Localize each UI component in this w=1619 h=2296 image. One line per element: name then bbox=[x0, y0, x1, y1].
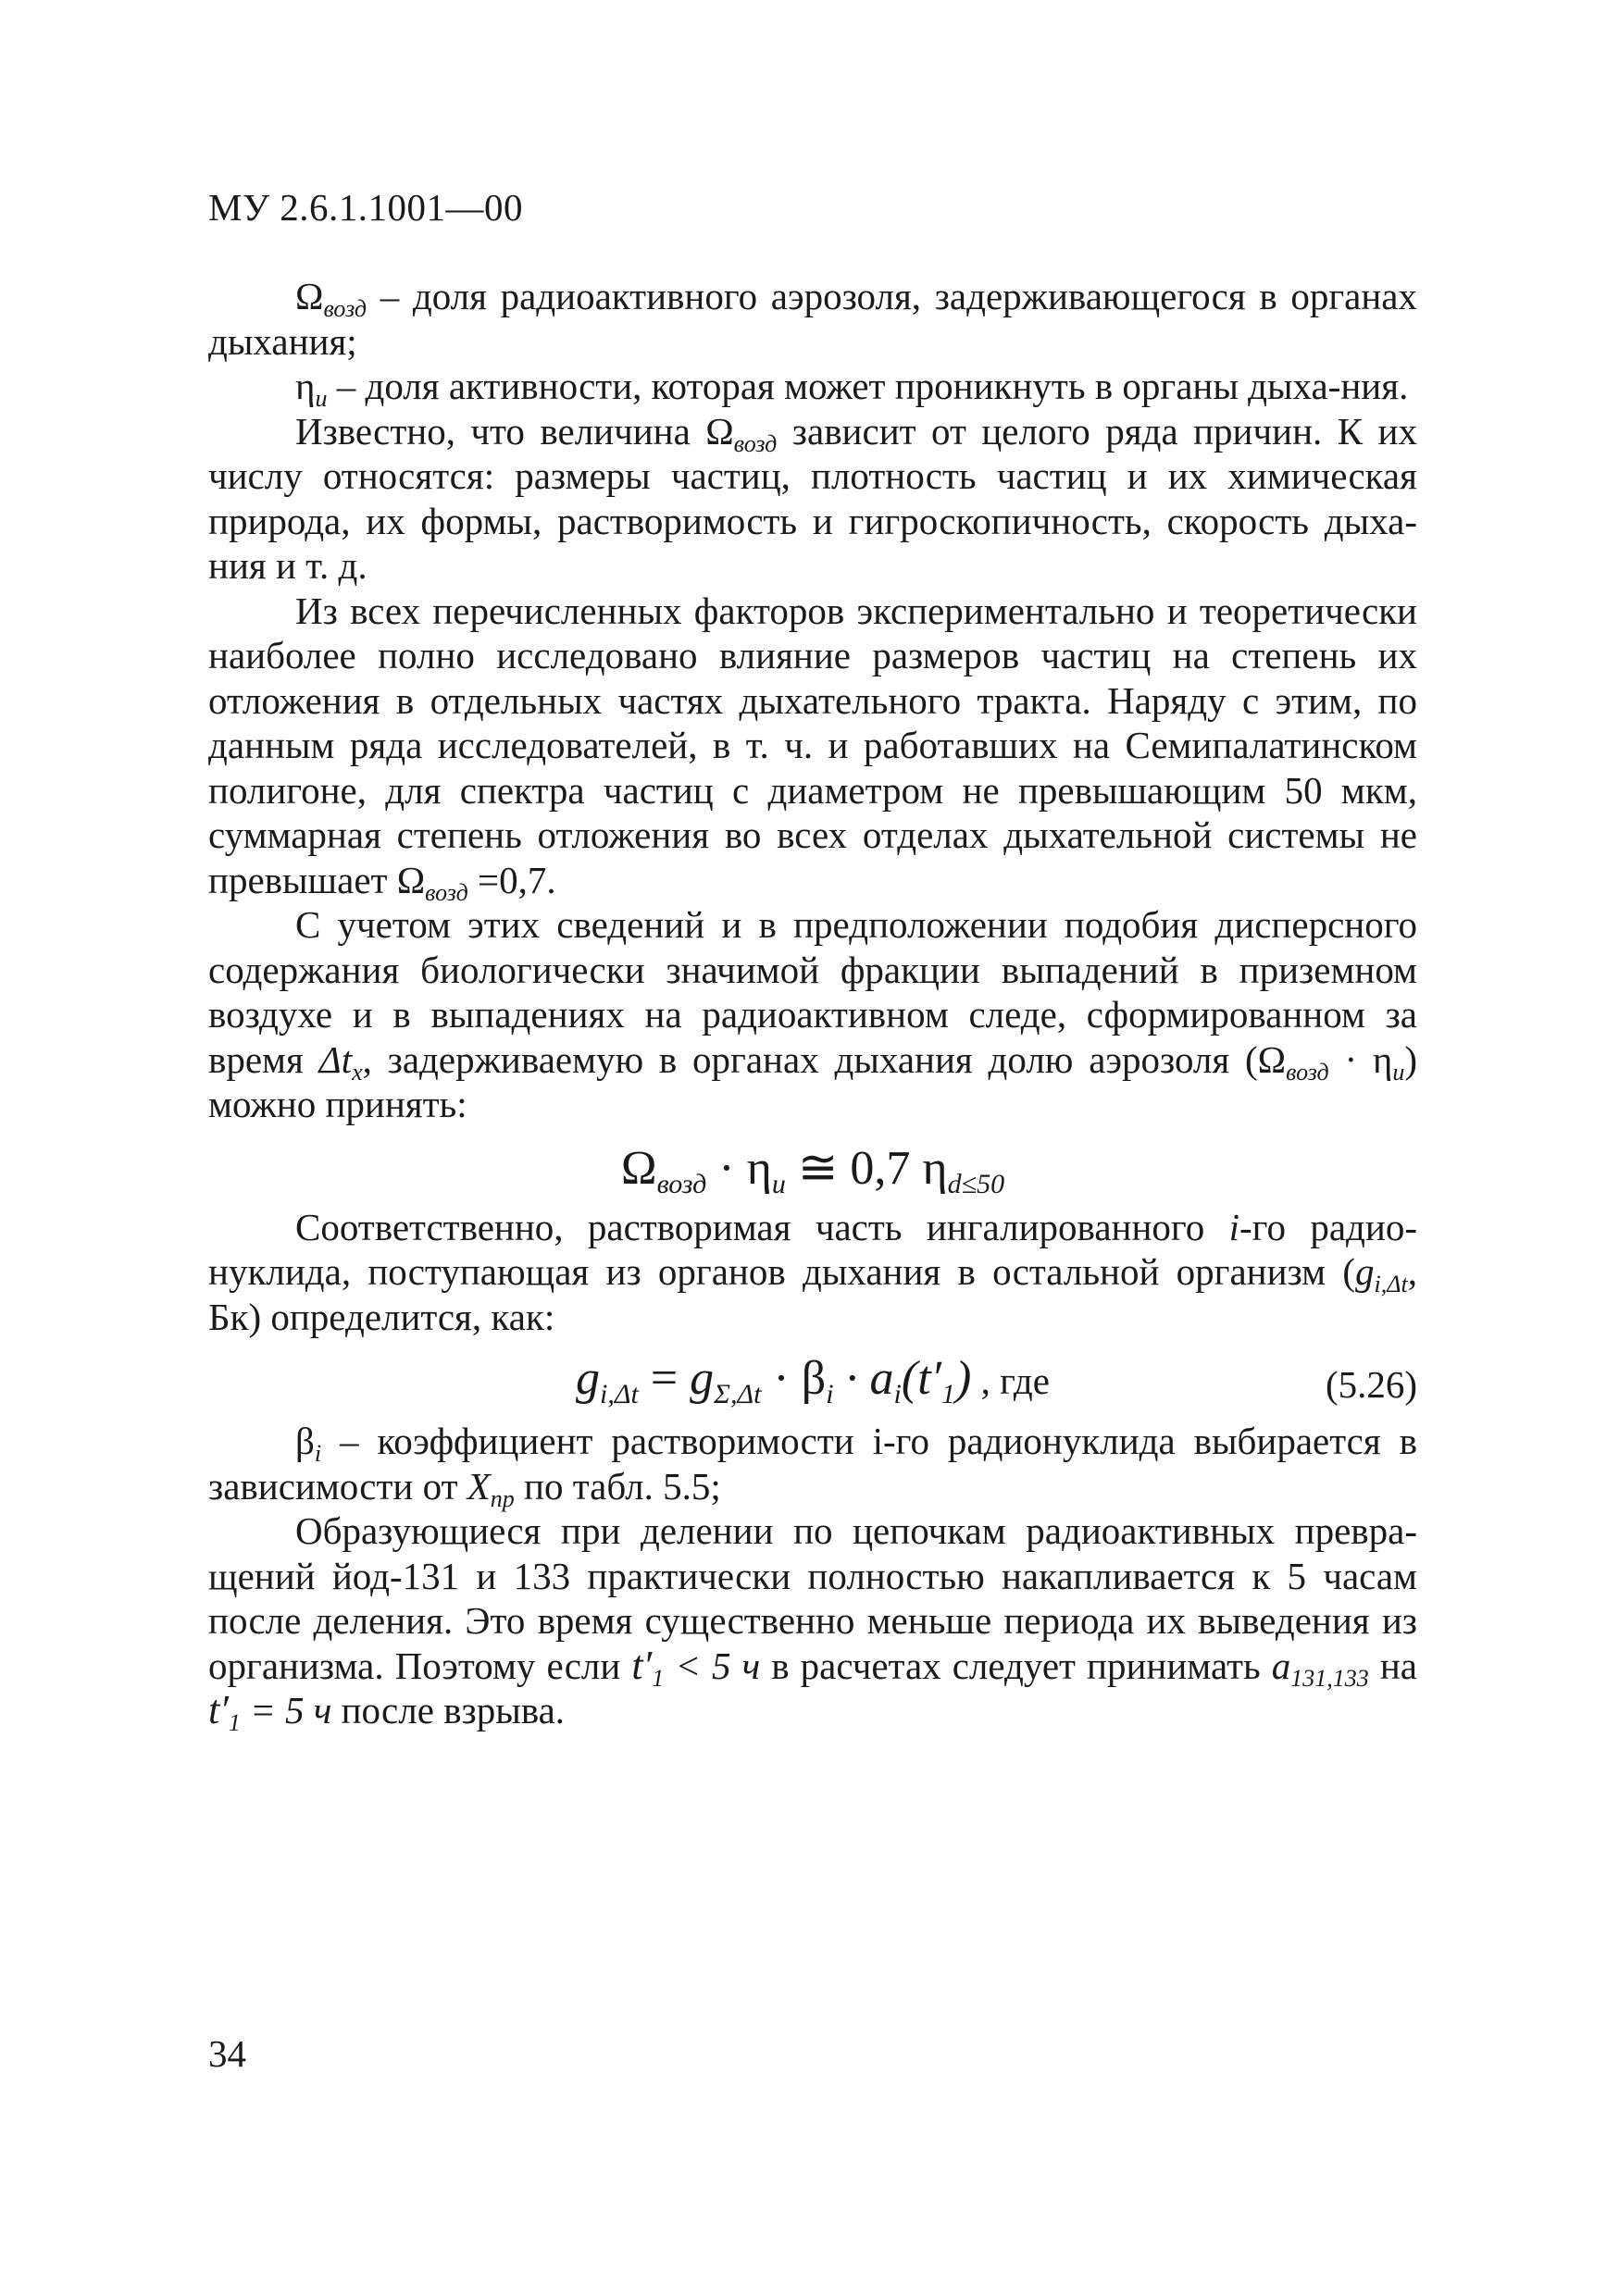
eta-symbol: η bbox=[922, 1141, 948, 1195]
omega-subscript: возд bbox=[656, 1168, 707, 1199]
close-paren: ) bbox=[955, 1352, 972, 1405]
g-symbol: g bbox=[1355, 1250, 1375, 1293]
omega-symbol: Ω bbox=[396, 858, 426, 901]
eta-subscript: u bbox=[315, 385, 328, 412]
x-subscript: пр bbox=[490, 1484, 515, 1512]
t-prime-symbol: t′ bbox=[208, 1687, 229, 1732]
definition-omega bbox=[208, 274, 1417, 364]
para3-mid: , задерживаемую в органах дыхания долю аэрозоля ( bbox=[362, 1037, 1258, 1081]
para5-post: по табл. 5.5; bbox=[514, 1464, 721, 1508]
para4-mid: -го радио-нуклида, поступающая из органов дыхания в остальной организм ( bbox=[208, 1205, 1418, 1293]
omega-subscript: возд bbox=[733, 429, 778, 457]
t-subscript: 1 bbox=[228, 1709, 241, 1736]
index-i: i bbox=[1228, 1205, 1240, 1248]
a-subscript: 131,133 bbox=[1290, 1664, 1369, 1692]
omega-symbol: Ω bbox=[1257, 1037, 1287, 1081]
para4-pre: Соответственно, растворимая часть ингалированного bbox=[295, 1205, 1229, 1248]
g-subscript: i,Δt bbox=[600, 1379, 639, 1409]
where-label: , где bbox=[971, 1359, 1050, 1402]
t-prime-arg: (t′ bbox=[901, 1352, 942, 1405]
page-number: 34 bbox=[208, 2032, 246, 2075]
dot-operator: · bbox=[706, 1141, 747, 1195]
omega-symbol: Ω bbox=[620, 1141, 657, 1195]
eta-subscript: u bbox=[771, 1168, 786, 1199]
g-sum-symbol: g bbox=[690, 1352, 715, 1405]
paragraph-omega-dependence bbox=[208, 409, 1417, 589]
eta-symbol: η bbox=[1372, 1037, 1393, 1081]
paragraph-soluble-part bbox=[208, 1205, 1417, 1340]
formula-5-26 bbox=[208, 1350, 1417, 1409]
t-subscript: 1 bbox=[652, 1664, 665, 1692]
omega-subscript: возд bbox=[323, 295, 367, 322]
g-sum-subscript: Σ,Δt bbox=[714, 1379, 762, 1409]
para2-pre: Из всех перечисленных факторов экспериментально и теоретически наиболее полно исследовано влияние размеров частиц на степень их отложения в отдельных частях дыхательного тракта. Наряду с этим, по данным ряда исследователей, в т. ч. и работавших на Семипалатинском полигоне, для спектра частиц с диаметром не превышающим 50 мкм, суммарная степень отложения во всех отделах дыхательной системы не превышает bbox=[208, 589, 1417, 901]
para2-post: =0,7. bbox=[467, 858, 556, 901]
para6-mid: в расчетах следует принимать bbox=[760, 1644, 1272, 1687]
para1-pre: Известно, что величина bbox=[295, 409, 706, 453]
a-symbol: · a bbox=[833, 1352, 894, 1405]
definition-eta-text: – доля активности, которая может проникнуть в органы дыха-ния. bbox=[327, 365, 1409, 407]
para6-text: Образующиеся при делении по цепочкам радиоактивных превра-щений йод-131 и 133 практически полностью накапливается к 5 часам после деления. Это время существенно меньше периода их выведения из организма. Поэтому если bbox=[208, 1509, 1417, 1687]
para3-pre: С учетом этих сведений и в предположении подобия дисперсного содержания биологически значимой фракции выпадений в приземном воздухе и в выпадениях на радиоактивном следе, сформированном за время bbox=[208, 903, 1417, 1081]
delta-t-subscript: x bbox=[352, 1058, 363, 1086]
t-subscript: 1 bbox=[941, 1379, 956, 1409]
para6-post: после взрыва. bbox=[331, 1689, 566, 1731]
a-symbol: a bbox=[1271, 1644, 1291, 1687]
omega-symbol: Ω bbox=[705, 409, 734, 453]
paragraph-iodine bbox=[208, 1508, 1417, 1736]
omega-subscript: возд bbox=[425, 878, 468, 906]
paragraph-beta bbox=[208, 1419, 1417, 1512]
para3-post: ) можно принять: bbox=[208, 1037, 1417, 1125]
eta-symbol: η bbox=[295, 365, 316, 407]
x-symbol: X bbox=[467, 1464, 491, 1508]
beta-symbol: · β bbox=[761, 1352, 827, 1405]
g-symbol: g bbox=[576, 1352, 601, 1405]
equation-number: (5.26) bbox=[1325, 1363, 1417, 1406]
para4-post: , Бк) определится, как: bbox=[208, 1250, 1417, 1338]
omega-symbol: Ω bbox=[295, 275, 324, 317]
equals-sign: = bbox=[638, 1352, 691, 1405]
a-subscript: i bbox=[893, 1379, 902, 1409]
para5-text: – коэффициент растворимости i-го радионуклида выбирается в зависимости от bbox=[208, 1420, 1417, 1508]
beta-subscript: i bbox=[826, 1379, 834, 1409]
time-condition: < 5 ч bbox=[664, 1644, 761, 1687]
eta-d-subscript: d≤50 bbox=[947, 1168, 1005, 1199]
definition-omega-text: – доля радиоактивного аэрозоля, задерживающегося в органах дыхания; bbox=[208, 275, 1417, 363]
t-prime-symbol: t′ bbox=[631, 1642, 653, 1688]
eta-symbol: η bbox=[746, 1141, 772, 1195]
para1-post: зависит от целого ряда причин. К их числу относятся: размеры частиц, плотность частиц и их химическая природа, их формы, растворимость и гигроскопичность, скорость дыха-ния и т. д. bbox=[208, 409, 1417, 587]
g-subscript: i,Δt bbox=[1374, 1271, 1408, 1297]
page-body bbox=[208, 274, 1418, 1736]
paragraph-assumption bbox=[208, 902, 1417, 1127]
approx-value: ≅ 0,7 bbox=[785, 1141, 923, 1195]
para6-line2-pre: на bbox=[1368, 1644, 1417, 1687]
omega-subscript: возд bbox=[1286, 1058, 1329, 1086]
formula-omega-eta bbox=[208, 1140, 1417, 1198]
document-code-header: МУ 2.6.1.1001—00 bbox=[208, 186, 523, 229]
dot-operator: · bbox=[1328, 1037, 1373, 1081]
time-value: = 5 ч bbox=[240, 1689, 332, 1731]
delta-t: Δt bbox=[318, 1037, 353, 1081]
beta-subscript: i bbox=[314, 1440, 322, 1467]
beta-symbol: β bbox=[295, 1420, 315, 1462]
paragraph-factors bbox=[208, 589, 1417, 906]
eta-subscript: u bbox=[1392, 1058, 1405, 1086]
definition-eta bbox=[208, 364, 1417, 412]
